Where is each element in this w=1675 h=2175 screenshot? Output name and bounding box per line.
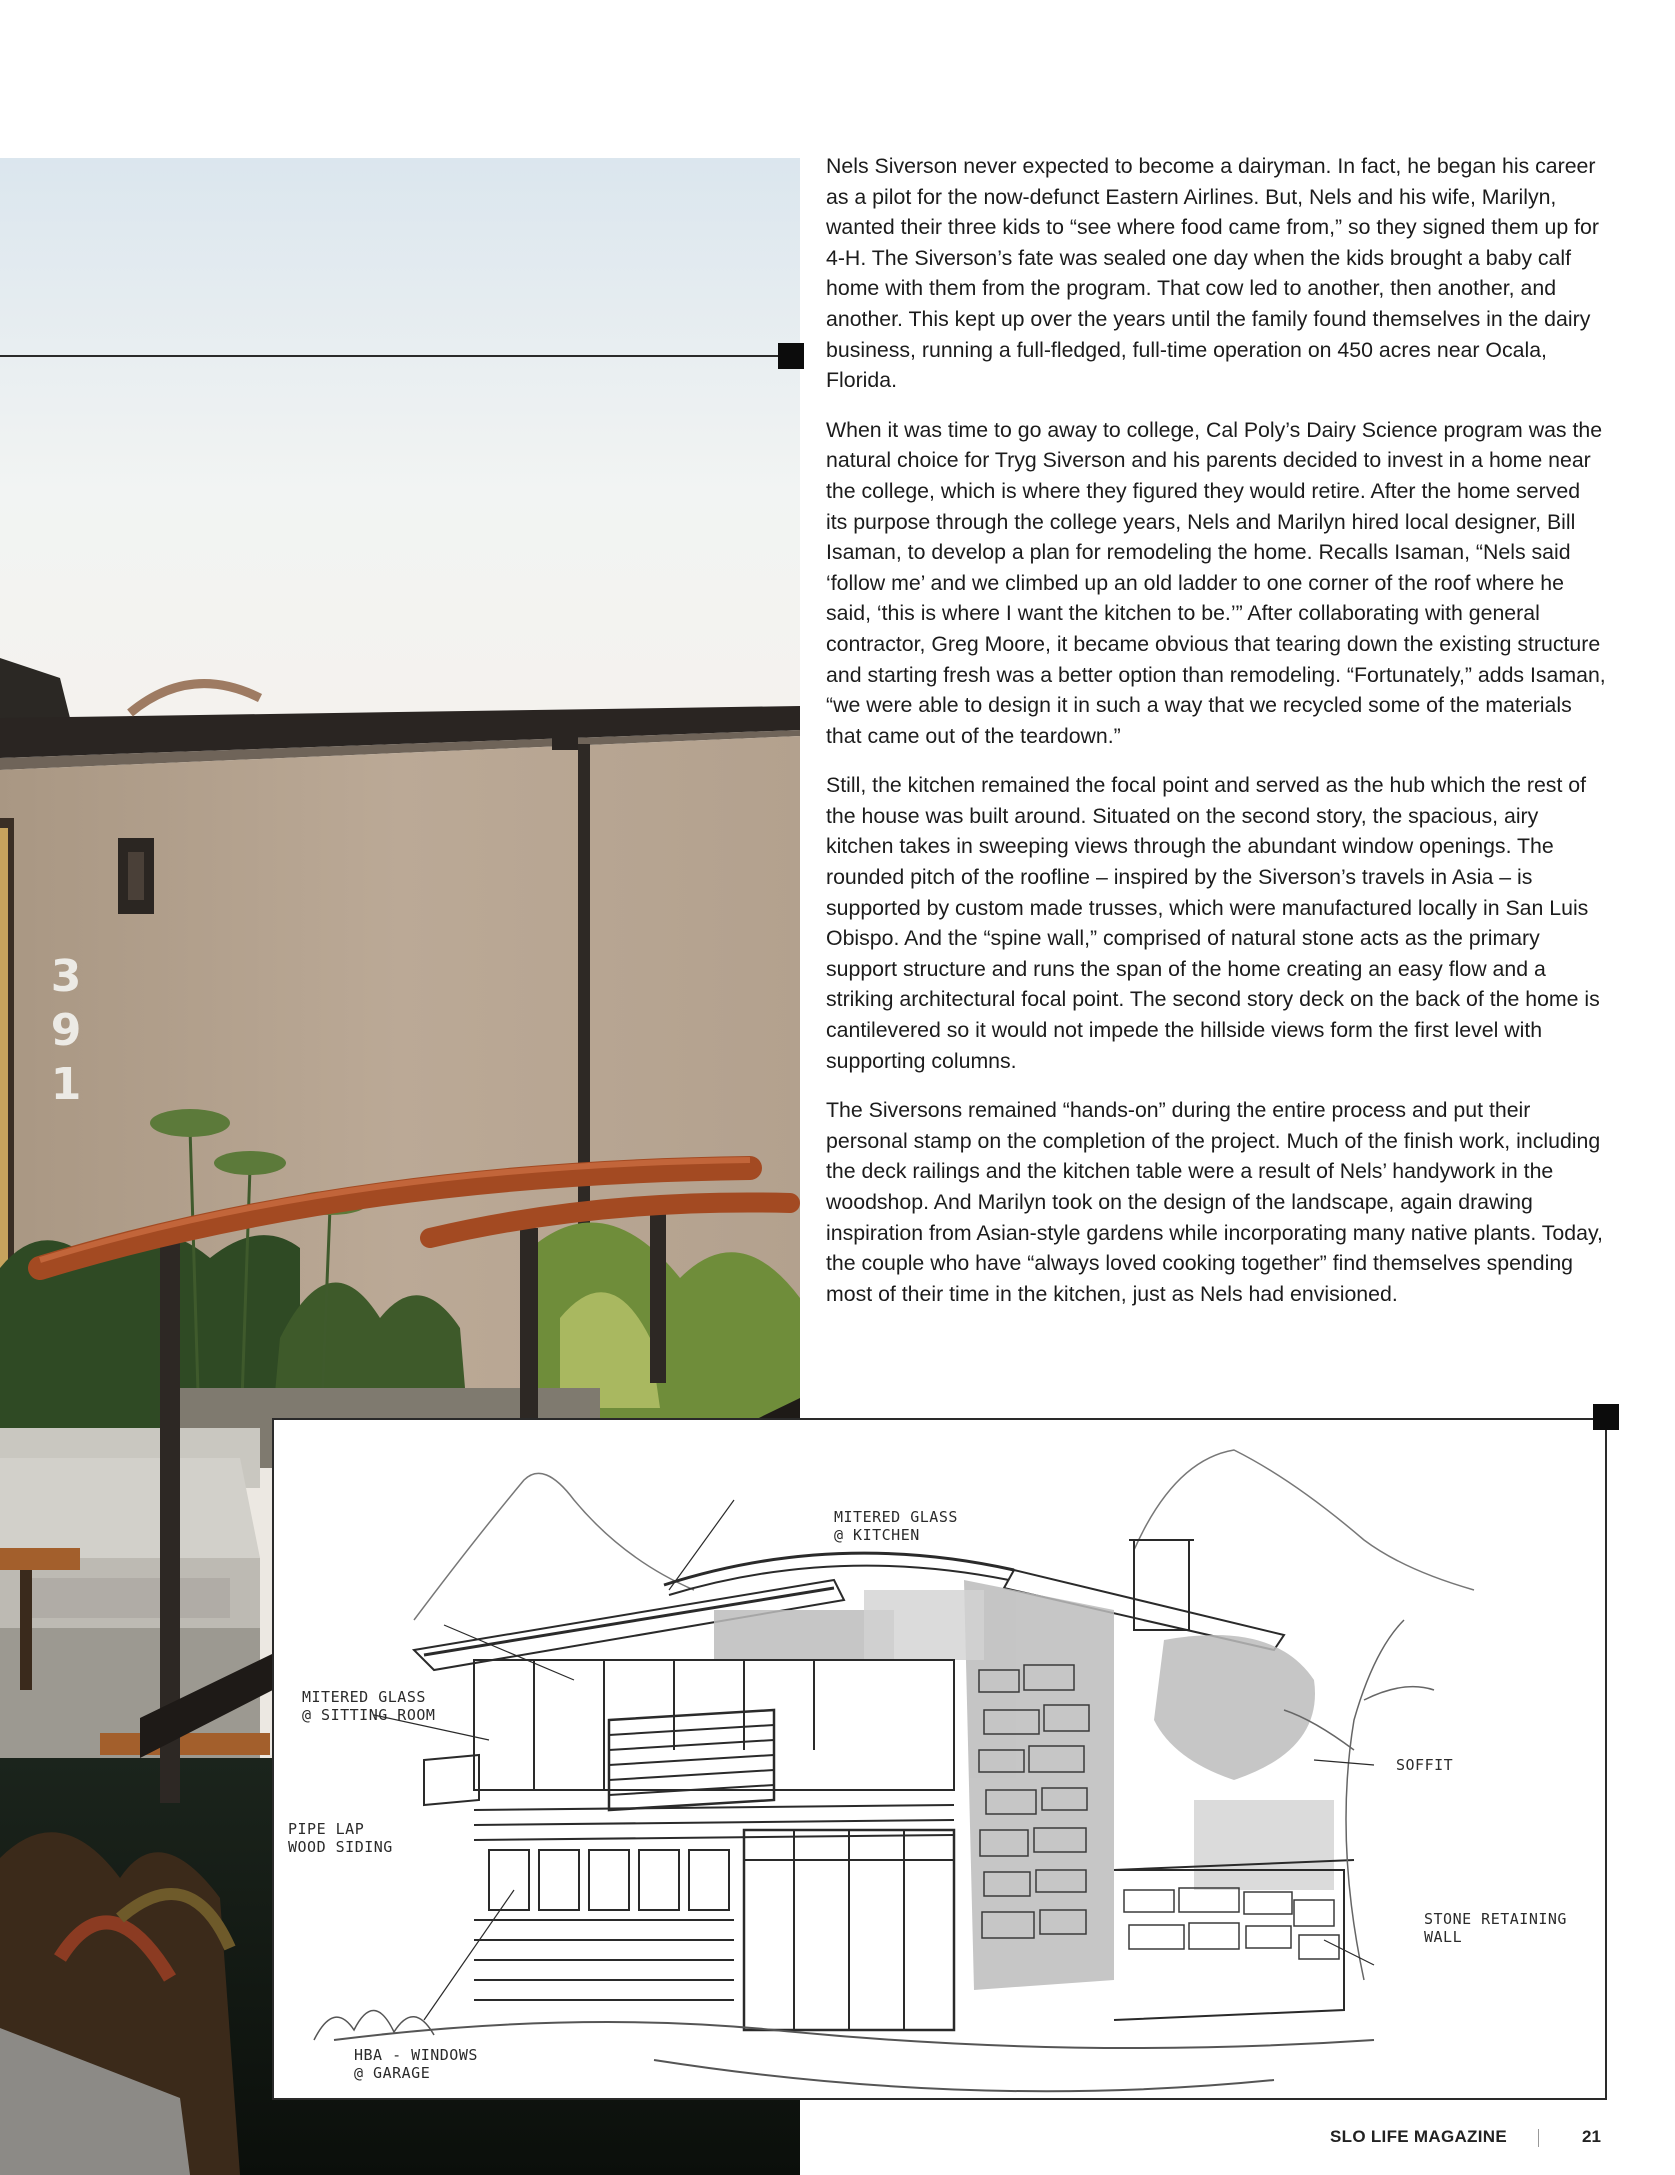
note-mitered-glass-sitting-room: MITERED GLASS @ SITTING ROOM: [302, 1688, 436, 1724]
note-soffit: SOFFIT: [1396, 1756, 1454, 1774]
page-footer: [1330, 2127, 1610, 2151]
article-paragraph: Nels Siverson never expected to become a dairyman. In fact, he began his career as a pilot for the now-defunct Eastern Airlines. But, Nels and his wife, Marilyn, wanted their three kids to “see where food came from,” so they signed them up for 4-H. The Siverson’s fate was sealed one day when the kids brought a baby calf home with them from the program. That cow led to another, then another, and another. This kept up over the years until the family found themselves in the dairy business, running a full-fledged, full-time operation on 450 acres near Ocala, Florida.: [826, 154, 1599, 393]
house-number-digit: 3: [50, 951, 82, 1002]
house-number: [48, 950, 84, 1112]
architectural-sketch: [272, 1418, 1607, 2100]
page-number: 21: [1582, 2127, 1601, 2146]
house-number-digit: 1: [50, 1059, 82, 1110]
marker-square-top: [778, 343, 804, 369]
article-paragraph: When it was time to go away to college, Cal Poly’s Dairy Science program was the natural choice for Tryg Siverson and his parents decided to invest in a home near the college, which is where they figured they would retire. After the home served its purpose through the college years, Nels and Marilyn hired local designer, Bill Isaman, to develop a plan for remodeling the home. Recalls Isaman, “Nels said ‘follow me’ and we climbed up an old ladder to one corner of the roof where he said, ‘this is where I want the kitchen to be.’” After collaborating with general contractor, Greg Moore, it became obvious that tearing down the existing structure and starting fresh was a better option than remodeling. “Fortunately,” adds Isaman, “we were able to design it in such a way that we recycled some of the materials that came out of the teardown.”: [826, 417, 1606, 748]
note-pipe-lap-siding: PIPE LAP WOOD SIDING: [288, 1820, 393, 1856]
note-windows-garage: HBA - WINDOWS @ GARAGE: [354, 2046, 478, 2082]
footer-divider: [1538, 2129, 1539, 2147]
article-paragraph: The Siversons remained “hands-on” during the entire process and put their personal stamp on the completion of the project. Much of the finish work, including the deck railings and the kitchen table were a result of Nels’ handywork in the woodshop. And Marilyn took on the design of the landscape, again drawing inspiration from Asian-style gardens while incorporating many native plants. Today, the couple who have “always loved cooking together” find themselves spending most of their time in the kitchen, just as Nels had envisioned.: [826, 1098, 1603, 1306]
note-stone-retaining-wall: STONE RETAINING WALL: [1424, 1910, 1567, 1946]
magazine-name: SLO LIFE MAGAZINE: [1330, 2127, 1507, 2146]
article-paragraph: Still, the kitchen remained the focal point and served as the hub which the rest of the house was built around. Situated on the second story, the spacious, airy kitchen takes in sweeping views through the abundant window openings. The rounded pitch of the roofline – inspired by the Siverson’s travels in Asia – is supported by custom made trusses, which were manufactured locally in San Luis Obispo. And the “spine wall,” comprised of natural stone acts as the primary support structure and runs the span of the home creating an easy flow and a striking architectural focal point. The second story deck on the back of the home is cantilevered so it would not impede the hillside views form the first level with supporting columns.: [826, 773, 1600, 1073]
article-body: [826, 151, 1606, 1328]
marker-square-sketch: [1593, 1404, 1619, 1430]
section-rule-left: [0, 355, 778, 357]
house-number-digit: 9: [50, 1005, 82, 1056]
note-mitered-glass-kitchen: MITERED GLASS @ KITCHEN: [834, 1508, 958, 1544]
